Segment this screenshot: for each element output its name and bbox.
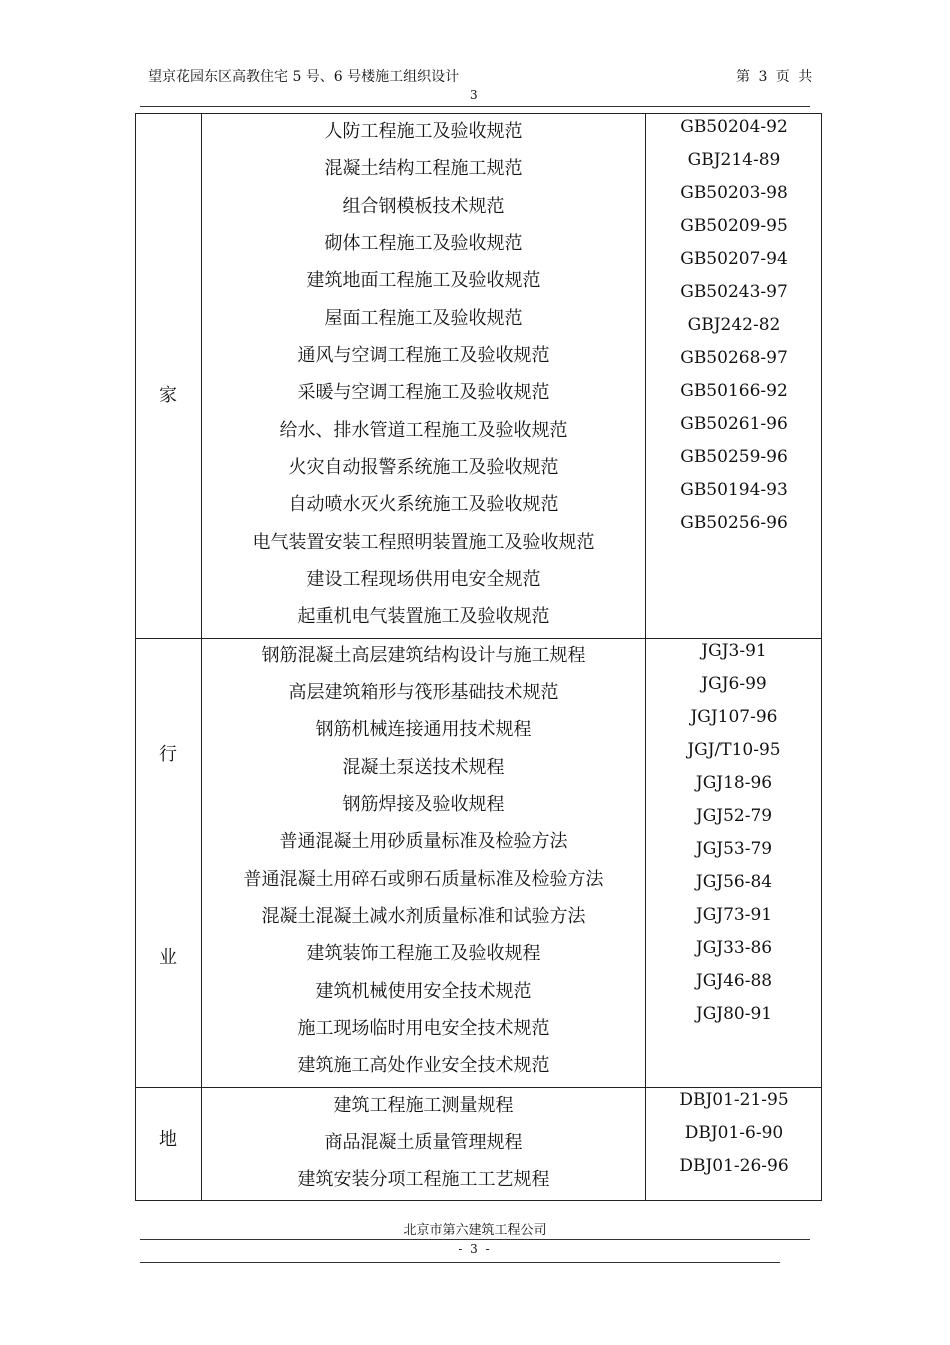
standard-code: GB50194-93 bbox=[680, 480, 788, 500]
standard-name: 砌体工程施工及验收规范 bbox=[324, 233, 523, 254]
standard-name: 起重机电气装置施工及验收规范 bbox=[297, 606, 550, 627]
standard-code: GB50243-97 bbox=[680, 282, 788, 302]
standard-code: JGJ53-79 bbox=[695, 839, 773, 859]
standard-code: GBJ214-89 bbox=[687, 150, 781, 170]
footer-rule-bottom bbox=[140, 1262, 780, 1263]
table-section-divider bbox=[135, 638, 822, 639]
category-label-industry-top: 行 bbox=[159, 744, 177, 765]
standard-code: JGJ80-91 bbox=[695, 1004, 773, 1024]
standard-name: 钢筋混凝土高层建筑结构设计与施工规程 bbox=[261, 645, 586, 666]
footer-company: 北京市第六建筑工程公司 bbox=[403, 1223, 547, 1238]
standard-name: 电气装置安装工程照明装置施工及验收规范 bbox=[252, 532, 595, 553]
header-page-number: 3 bbox=[470, 88, 478, 102]
standard-code: DBJ01-6-90 bbox=[684, 1123, 784, 1143]
standard-code: GB50261-96 bbox=[680, 414, 788, 434]
standard-name: 钢筋焊接及验收规程 bbox=[342, 794, 505, 815]
category-label-local: 地 bbox=[159, 1129, 177, 1150]
footer-rule-top bbox=[140, 1239, 810, 1240]
standard-code: GB50203-98 bbox=[680, 183, 788, 203]
standard-name: 建设工程现场供用电安全规范 bbox=[306, 569, 541, 590]
standard-code: JGJ/T10-95 bbox=[687, 740, 781, 760]
category-label-industry-bottom: 业 bbox=[159, 947, 177, 968]
standard-code: JGJ73-91 bbox=[695, 905, 773, 925]
standard-code: JGJ46-88 bbox=[695, 971, 773, 991]
standard-code: DBJ01-21-95 bbox=[679, 1090, 789, 1110]
standard-name: 普通混凝土用砂质量标准及检验方法 bbox=[279, 831, 568, 852]
standard-name: 施工现场临时用电安全技术规范 bbox=[297, 1018, 550, 1039]
standard-name: 商品混凝土质量管理规程 bbox=[324, 1132, 523, 1153]
standard-name: 采暖与空调工程施工及验收规范 bbox=[297, 382, 550, 403]
standard-code: JGJ33-86 bbox=[695, 938, 773, 958]
standard-code: GB50268-97 bbox=[680, 348, 788, 368]
standard-code: JGJ18-96 bbox=[695, 773, 773, 793]
standard-name: 普通混凝土用碎石或卵石质量标准及检验方法 bbox=[243, 869, 604, 890]
category-label-national: 家 bbox=[159, 385, 177, 406]
table-section-divider bbox=[135, 1087, 822, 1088]
standard-code: JGJ6-99 bbox=[701, 674, 767, 694]
standard-name: 钢筋机械连接通用技术规程 bbox=[315, 719, 532, 740]
standard-name: 火灾自动报警系统施工及验收规范 bbox=[288, 457, 559, 478]
standard-name: 混凝土泵送技术规程 bbox=[342, 757, 505, 778]
standard-name: 建筑安装分项工程施工工艺规程 bbox=[297, 1169, 550, 1190]
standard-name: 混凝土混凝土减水剂质量标准和试验方法 bbox=[261, 906, 586, 927]
standard-name: 给水、排水管道工程施工及验收规范 bbox=[279, 420, 568, 441]
header-title: 望京花园东区高教住宅 5 号、6 号楼施工组织设计 bbox=[148, 69, 460, 85]
standard-name: 建筑地面工程施工及验收规范 bbox=[306, 270, 541, 291]
standard-name: 自动喷水灭火系统施工及验收规范 bbox=[288, 494, 559, 515]
standard-code: DBJ01-26-96 bbox=[679, 1156, 789, 1176]
standard-name: 屋面工程施工及验收规范 bbox=[324, 308, 523, 329]
standard-code: GB50166-92 bbox=[680, 381, 788, 401]
standard-code: GB50256-96 bbox=[680, 513, 788, 533]
standard-code: GB50259-96 bbox=[680, 447, 788, 467]
header-rule bbox=[140, 106, 810, 107]
standard-name: 建筑机械使用安全技术规范 bbox=[315, 981, 532, 1002]
standard-code: JGJ3-91 bbox=[701, 641, 767, 661]
standard-code: JGJ52-79 bbox=[695, 806, 773, 826]
standard-code: GB50204-92 bbox=[680, 117, 788, 137]
standard-code: GB50207-94 bbox=[680, 249, 788, 269]
standard-name: 高层建筑箱形与筏形基础技术规范 bbox=[288, 682, 559, 703]
standard-code: GB50209-95 bbox=[680, 216, 788, 236]
standard-name: 建筑装饰工程施工及验收规程 bbox=[306, 943, 541, 964]
standard-code: JGJ107-96 bbox=[690, 707, 778, 727]
standard-name: 建筑工程施工测量规程 bbox=[333, 1095, 514, 1116]
footer-page-number: - 3 - bbox=[458, 1242, 492, 1256]
header-page-info: 第 3 页 共 bbox=[736, 69, 813, 85]
standard-code: JGJ56-84 bbox=[695, 872, 773, 892]
standard-name: 组合钢模板技术规范 bbox=[342, 196, 505, 217]
standard-name: 人防工程施工及验收规范 bbox=[324, 121, 523, 142]
standard-name: 混凝土结构工程施工规范 bbox=[324, 158, 523, 179]
standard-name: 建筑施工高处作业安全技术规范 bbox=[297, 1055, 550, 1076]
standard-code: GBJ242-82 bbox=[687, 315, 781, 335]
standard-name: 通风与空调工程施工及验收规范 bbox=[297, 345, 550, 366]
